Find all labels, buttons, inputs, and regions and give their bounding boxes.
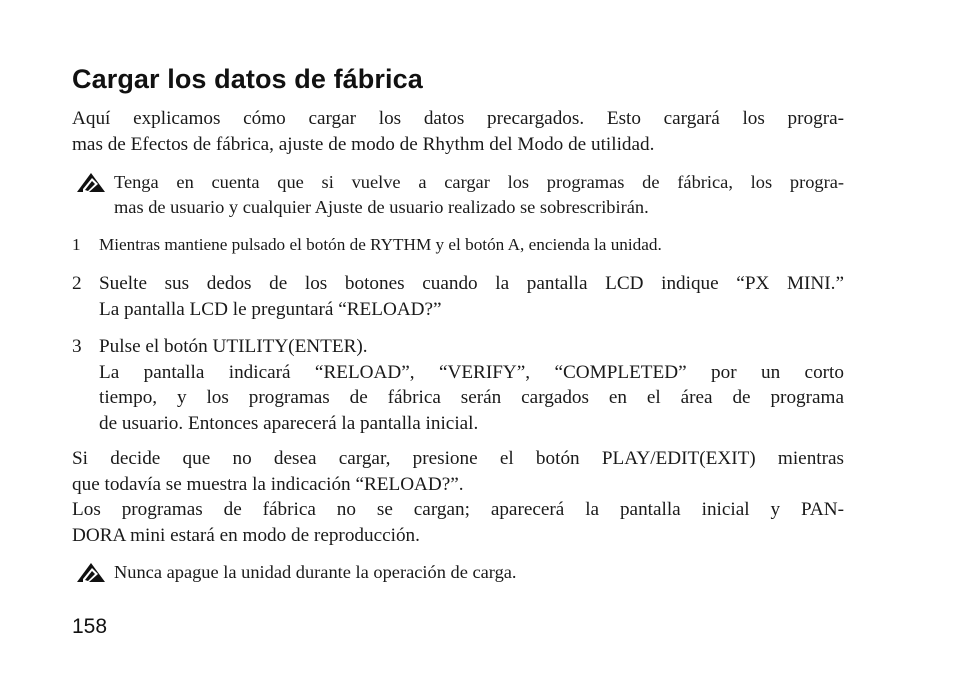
warning-note-text [114, 170, 844, 220]
intro-line: Aquí explicamos cómo cargar los datos precargados. Esto cargará los progra- [72, 108, 844, 129]
warning-pen-icon [75, 562, 108, 583]
cancel-line: que todavía se muestra la indicación “RELOAD?”. [72, 473, 464, 495]
step-line: tiempo, y los programas de fábrica serán cargados en el área de programa [99, 387, 844, 408]
step-line: Mientras mantiene pulsado el botón de RYTHM y el botón A, encienda la unidad. [99, 235, 662, 254]
step-line: Suelte sus dedos de los botones cuando la pantalla LCD indique “PX MINI.” [99, 273, 844, 294]
warning-note-2-text [114, 560, 844, 585]
warning-pen-icon [75, 172, 108, 193]
step-number: 1 [72, 235, 81, 254]
intro-paragraph [72, 106, 844, 157]
step-number: 2 [72, 273, 82, 294]
step-body [99, 334, 844, 436]
cancel-line: DORA mini estará en modo de reproducción. [72, 524, 420, 546]
step-line: La pantalla LCD le preguntará “RELOAD?” [99, 298, 442, 320]
note-line: Nunca apague la unidad durante la operación de carga. [114, 562, 517, 582]
note-line: mas de usuario y cualquier Ajuste de usuario realizado se sobrescribirán. [114, 197, 649, 217]
step-line: de usuario. Entonces aparecerá la pantalla inicial. [99, 412, 479, 434]
step-body [99, 232, 844, 258]
section-title: Cargar los datos de fábrica [72, 64, 423, 94]
step-line: La pantalla indicará “RELOAD”, “VERIFY”, “COMPLETED” por un corto [99, 361, 844, 383]
cancel-line: Los programas de fábrica no se cargan; aparecerá la pantalla inicial y PAN- [72, 499, 844, 520]
intro-line: mas de Efectos de fábrica, ajuste de modo de Rhythm del Modo de utilidad. [72, 133, 655, 155]
cancel-paragraph [72, 446, 844, 548]
step-line: Pulse el botón UTILITY(ENTER). [99, 336, 368, 357]
note-line: Tenga en cuenta que si vuelve a cargar los programas de fábrica, los progra- [114, 172, 844, 192]
step-body [99, 271, 844, 322]
page-number: 158 [72, 615, 108, 638]
cancel-line: Si decide que no desea cargar, presione el botón PLAY/EDIT(EXIT) mientras [72, 448, 844, 469]
step-number: 3 [72, 336, 82, 357]
